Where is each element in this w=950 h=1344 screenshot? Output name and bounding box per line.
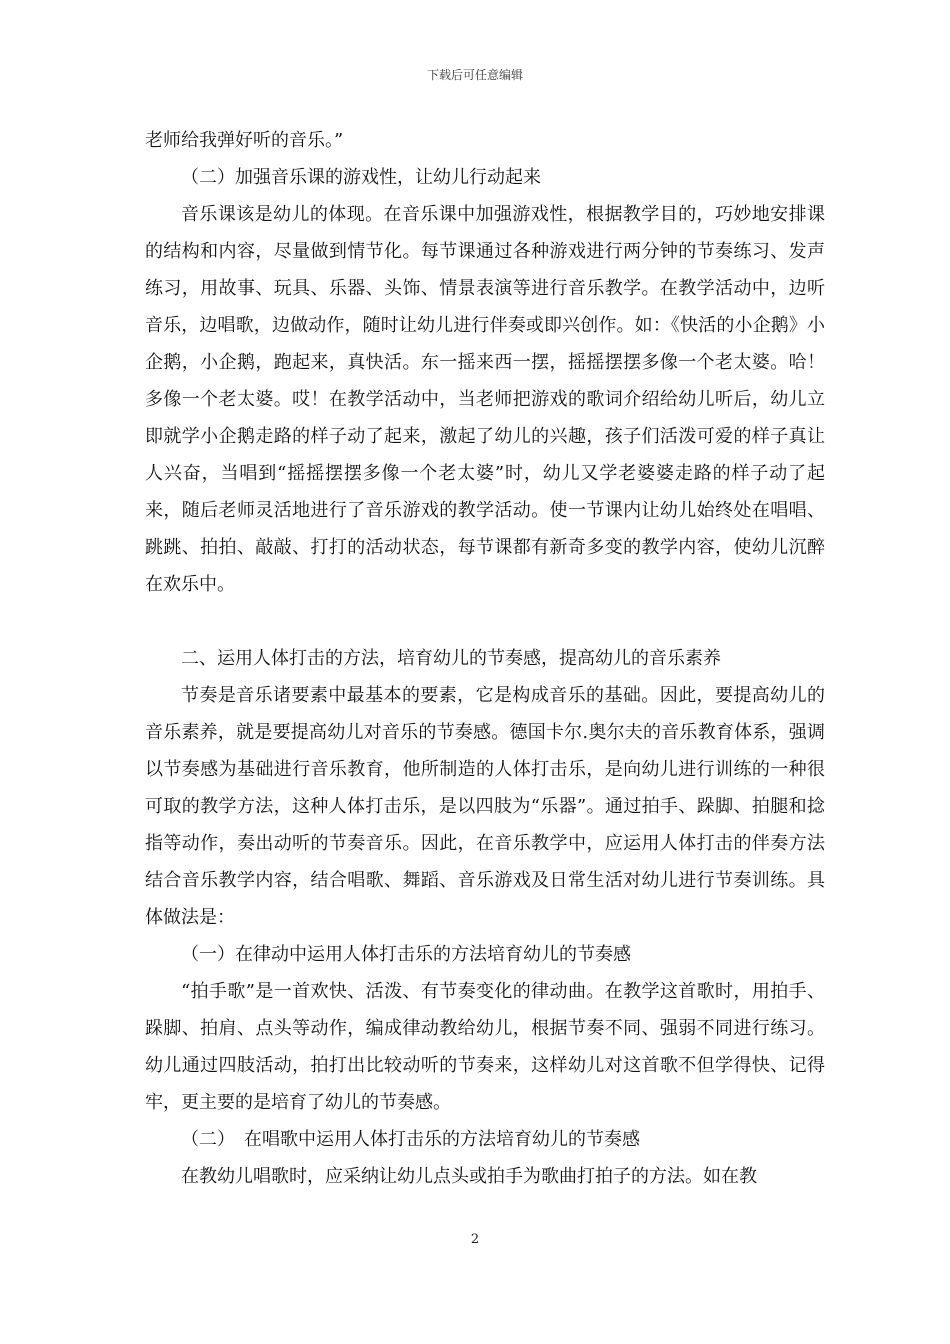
document-body xyxy=(145,122,825,1195)
paragraph-clapping-song: “拍手歌”是一首欢快、活泼、有节奏变化的律动曲。在教学这首歌时，用拍手、跺脚、拍肩、点头等动作，编成律动教给幼儿，根据节奏不同、强弱不同进行练习。幼儿通过四肢活动，拍打出比较动听的节奏来，这样幼儿对这首歌不但学得快、记得牢，更主要的是培育了幼儿的节奏感。 xyxy=(145,981,825,1113)
subheading-1: （一）在律动中运用人体打击乐的方法培育幼儿的节奏感 xyxy=(181,944,631,965)
paragraph-rhythm-intro: 节奏是音乐诸要素中最基本的要素，它是构成音乐的基础。因此，要提高幼儿的音乐素养，就是要提高幼儿对音乐的节奏感。德国卡尔.奥尔夫的音乐教育体系，强调以节奏感为基础进行音乐教育，他所制造的人体打击乐，是向幼儿进行训练的一种很可取的教学方法，这种人体打击乐，是以四肢为“乐器”。通过拍手、跺脚、拍腿和捻指等动作，奏出动听的节奏音乐。因此，在音乐教学中，应运用人体打击的伴奏方法结合音乐教学内容，结合唱歌、舞蹈、音乐游戏及日常生活对幼儿进行节奏训练。具体做法是： xyxy=(145,685,825,928)
page-header: 下载后可任意编辑 xyxy=(426,68,523,82)
paragraph-game-teaching: 音乐课该是幼儿的体现。在音乐课中加强游戏性，根据教学目的，巧妙地安排课的结构和内容，尽量做到情节化。每节课通过各种游戏进行两分钟的节奏练习、发声练习，用故事、玩具、乐器、头饰、情景表演等进行音乐教学。在教学活动中，边听音乐，边唱歌，边做动作，随时让幼儿进行伴奏或即兴创作。如：《快活的小企鹅》小企鹅，小企鹅，跑起来，真快活。东一摇来西一摆，摇摇摆摆多像一个老太婆。哈！多像一个老太婆。哎！在教学活动中，当老师把游戏的歌词介绍给幼儿听后，幼儿立即就学小企鹅走路的样子动了起来，激起了幼儿的兴趣，孩子们活泼可爱的样子真让人兴奋，当唱到“摇摇摆摆多像一个老太婆”时，幼儿又学老婆婆走路的样子动了起来，随后老师灵活地进行了音乐游戏的教学活动。使一节课内让幼儿始终处在唱唱、跳跳、拍拍、敲敲、打打的活动状态，每节课都有新奇多变的教学内容，使幼儿沉醉在欢乐中。 xyxy=(145,204,825,595)
paragraph-spacer xyxy=(145,603,825,640)
paragraph-singing: 在教幼儿唱歌时，应采纳让幼儿点头或拍手为歌曲打拍子的方法。如在教 xyxy=(181,1166,757,1187)
page-number: 2 xyxy=(470,1232,480,1247)
section-heading-2: 二、运用人体打击的方法，培育幼儿的节奏感，提高幼儿的音乐素养 xyxy=(181,648,721,669)
subheading-2b: （二） 在唱歌中运用人体打击乐的方法培育幼儿的节奏感 xyxy=(181,1129,640,1150)
subheading-2: （二）加强音乐课的游戏性，让幼儿行动起来 xyxy=(181,167,541,188)
paragraph-continuation: 老师给我弹好听的音乐。” xyxy=(145,130,344,151)
